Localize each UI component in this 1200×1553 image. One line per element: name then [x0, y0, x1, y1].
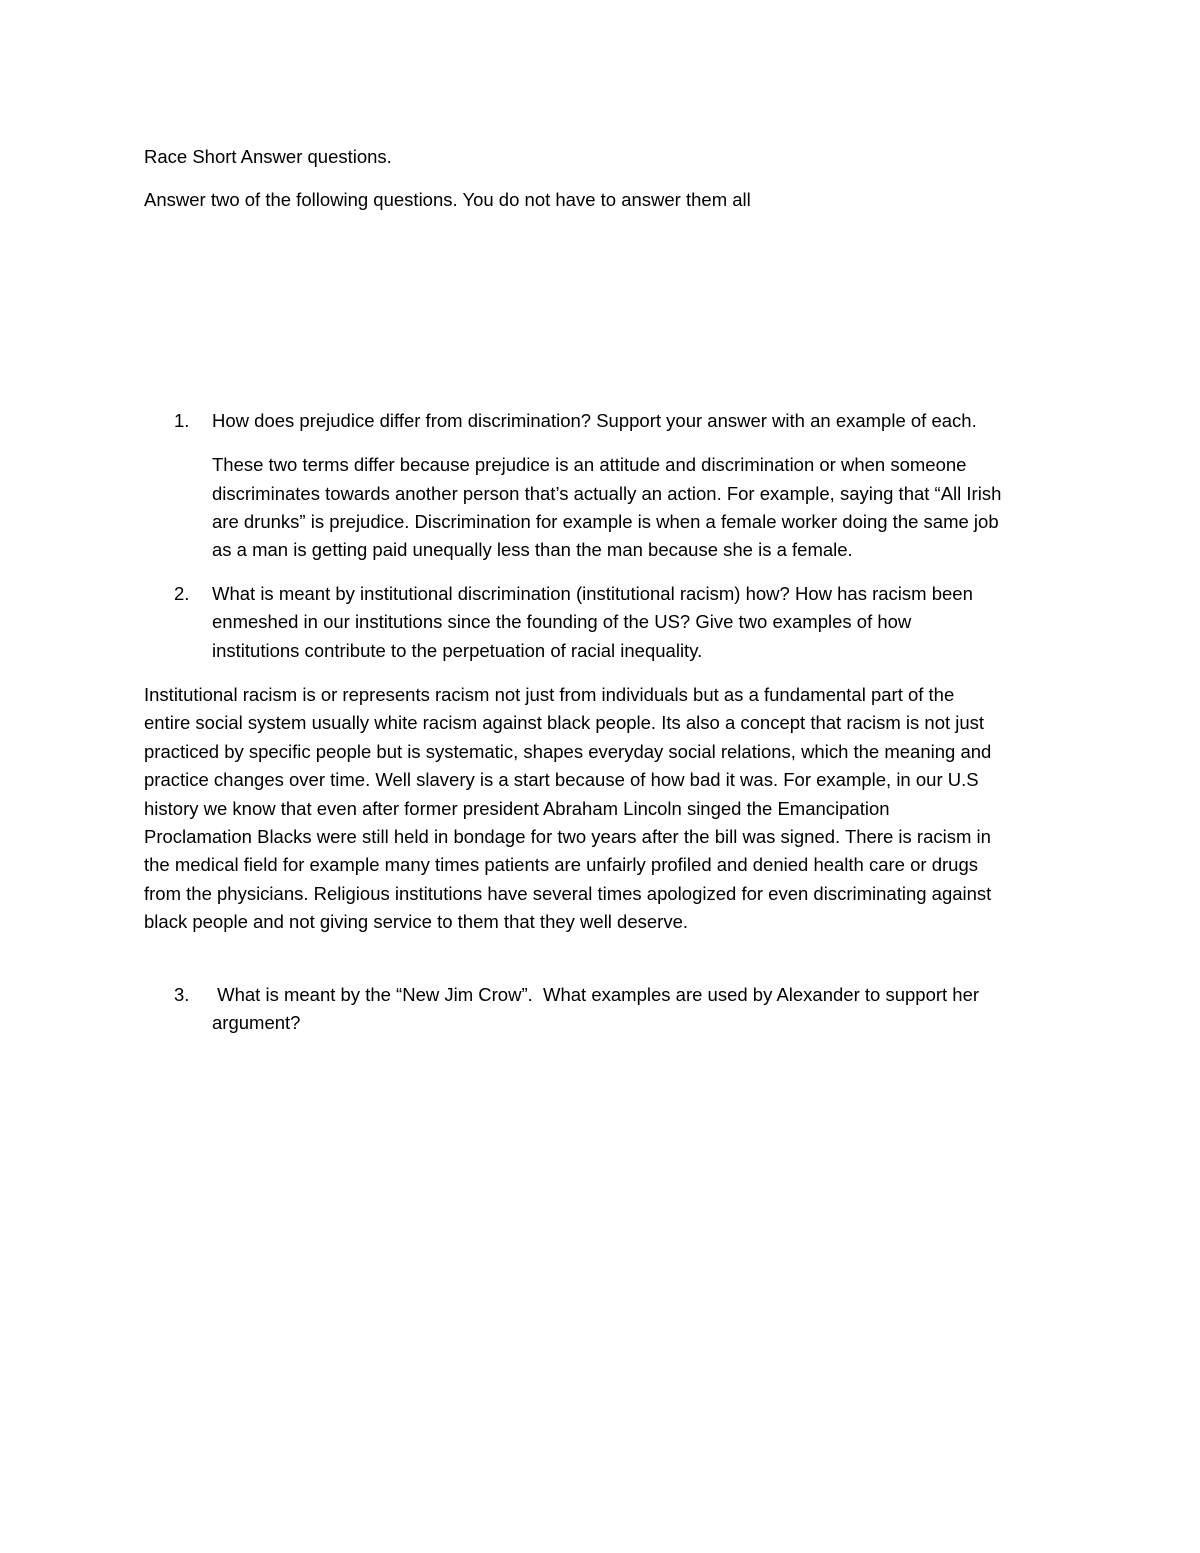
q1-answer-line: These two terms differ because prejudice is an attitude and discrimination or when someone: [212, 454, 967, 475]
q2-answer-line: entire social system usually white racism against black people. Its also a concept that racism is not just: [144, 712, 985, 733]
q2-answer-line: from the physicians. Religious institutions have several times apologized for even discriminating against: [144, 883, 992, 904]
q2-answer-line: history we know that even after former president Abraham Lincoln singed the Emancipation: [144, 798, 890, 819]
q1-answer-line: discriminates towards another person that’s actually an action. For example, saying that “All Irish: [212, 483, 1002, 504]
q2-answer-line: the medical field for example many times patients are unfairly profiled and denied health care or drugs: [144, 854, 978, 875]
q2-answer-line: Institutional racism is or represents racism not just from individuals but as a fundamental part of the: [144, 684, 955, 705]
q1-question: How does prejudice differ from discrimination? Support your answer with an example of each.: [212, 410, 977, 431]
q2-question-line: institutions contribute to the perpetuation of racial inequality.: [212, 640, 703, 661]
q1-number: 1.: [174, 410, 190, 431]
q2-answer-line: black people and not giving service to them that they well deserve.: [144, 911, 689, 932]
document-title: Race Short Answer questions.: [144, 146, 392, 167]
q2-number: 2.: [174, 583, 190, 604]
q1-answer-line: as a man is getting paid unequally less than the man because she is a female.: [212, 539, 853, 560]
q3-question-line: argument?: [212, 1012, 301, 1033]
q2-question-line: What is meant by institutional discrimination (institutional racism) how? How has racism been: [212, 583, 973, 604]
q3-number: 3.: [174, 984, 190, 1005]
q2-answer-line: practice changes over time. Well slavery is a start because of how bad it was. For example, in our U.S: [144, 769, 979, 790]
q2-question-line: enmeshed in our institutions since the founding of the US? Give two examples of how: [212, 611, 912, 632]
instructions: Answer two of the following questions. You do not have to answer them all: [144, 189, 751, 210]
q2-answer-line: practiced by specific people but is systematic, shapes everyday social relations, which the meaning and: [144, 741, 992, 762]
q3-question-line: What is meant by the “New Jim Crow”. What examples are used by Alexander to support her: [212, 984, 980, 1005]
q1-answer-line: are drunks” is prejudice. Discrimination for example is when a female worker doing the same job: [212, 511, 999, 532]
q2-answer-line: Proclamation Blacks were still held in bondage for two years after the bill was signed. There is racism in: [144, 826, 991, 847]
